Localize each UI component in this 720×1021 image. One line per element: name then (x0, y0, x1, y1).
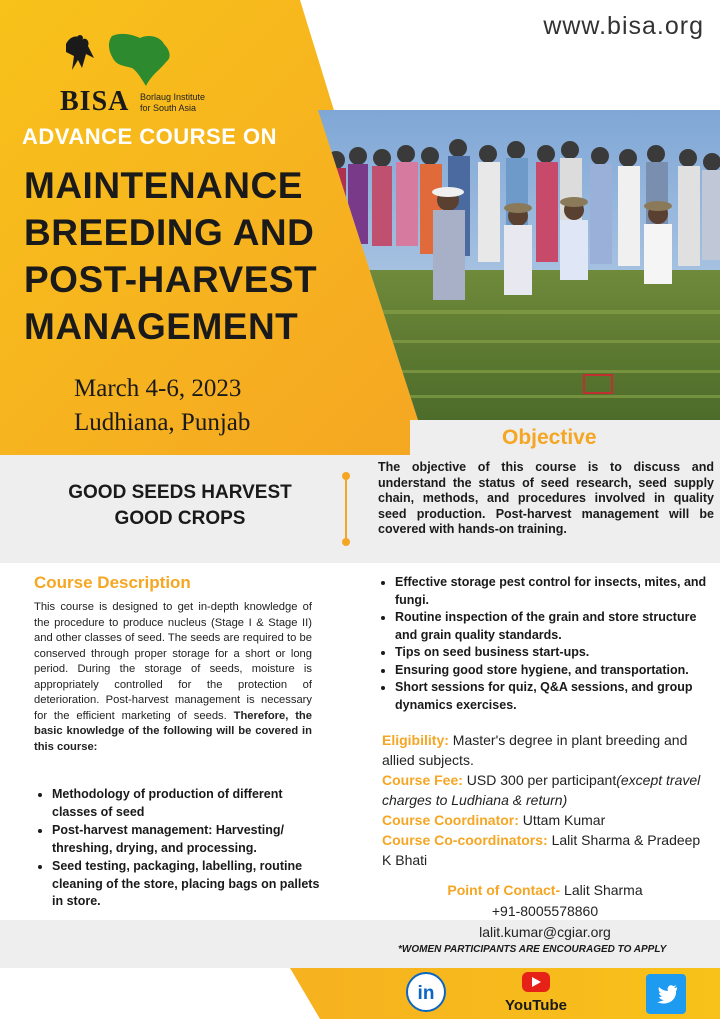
logo-subtitle-line1: Borlaug Institute (140, 92, 206, 102)
list-item: • Tips on seed business start-ups. (395, 644, 717, 662)
fee-note: (except travel charges to Ludhiana & return) (382, 772, 701, 808)
footer-white-angle (0, 968, 320, 1019)
contact-email[interactable]: lalit.kumar@cgiar.org (479, 924, 611, 940)
course-info (382, 730, 712, 870)
divider-line (345, 476, 347, 542)
list-item: • Short sessions for quiz, Q&A sessions, and group dynamics exercises. (395, 679, 717, 714)
eligibility-label: Eligibility: (382, 732, 449, 748)
course-kicker: ADVANCE COURSE ON (22, 124, 278, 149)
course-description-heading: Course Description (34, 573, 191, 592)
header-corner-accent (360, 0, 410, 40)
list-item: • Effective storage pest control for insects, mites, and fungi. (395, 574, 717, 609)
divider-dot-top (342, 472, 350, 480)
course-description-text: This course is designed to get in-depth knowledge of the procedure to produce nucleus (Stage I & Stage II) and other classes of seed. The seeds are required to be conserved through proper storage for a short or long period. During the storage of seeds, moisture is appropriately controlled for the protection of deterioration. Post-harvest management is necessary for the efficient marketing of seeds. (34, 601, 312, 722)
title-line-2: BREEDING AND (24, 212, 315, 253)
women-notice: *WOMEN PARTICIPANTS ARE ENCOURAGED TO APPLY (398, 944, 667, 955)
contact-name: Lalit Sharma (560, 882, 643, 898)
logo-subtitle-line2: for South Asia (140, 103, 197, 113)
list-item: • Post-harvest management: Harvesting/ threshing, drying, and processing. (52, 822, 324, 857)
list-item: • Methodology of production of different classes of seed (52, 786, 324, 821)
youtube-label: YouTube (505, 997, 567, 1014)
eligibility-value: Master's degree in plant breeding and allied subjects. (382, 732, 688, 768)
course-description (34, 600, 312, 755)
slogan-line-1: GOOD SEEDS HARVEST (68, 482, 292, 503)
course-cocoordinators (382, 830, 712, 870)
objective-heading: Objective (502, 426, 597, 449)
contact-phone[interactable]: +91-8005578860 (491, 903, 599, 919)
youtube-icon[interactable] (505, 972, 567, 1021)
twitter-icon[interactable] (646, 974, 686, 1019)
slogan-line-2: GOOD CROPS (114, 508, 246, 529)
logo-subtitle (140, 92, 205, 114)
event-date: March 4-6, 2023 (74, 375, 242, 402)
course-coordinator (382, 810, 712, 830)
objective-text: The objective of this course is to discuss and understand the status of seed research, seed supply chain, methods, and procedures involved in quality seed production. Post-harvest management will be covered with hands-on training. (378, 460, 714, 536)
coordinator-value: Uttam Kumar (518, 812, 606, 828)
website-link[interactable]: www.bisa.org (543, 12, 704, 40)
title-line-3: POST-HARVEST (24, 259, 318, 300)
divider-dot-bottom (342, 538, 350, 546)
course-items-list (34, 786, 324, 912)
fee-value: USD 300 per participant (462, 772, 617, 788)
course-title (24, 162, 317, 350)
title-line-4: MANAGEMENT (24, 306, 299, 347)
linkedin-icon[interactable] (406, 972, 446, 1017)
contact-person (380, 880, 710, 901)
linkedin-label: in (417, 983, 435, 1004)
course-fee (382, 770, 712, 810)
coordinator-label: Course Coordinator: (382, 812, 519, 828)
logo-acronym: BISA (60, 86, 130, 117)
cocoordinators-label: Course Co-coordinators: (382, 832, 548, 848)
list-item: • Ensuring good store hygiene, and transportation. (395, 662, 717, 680)
course-description-lead: Therefore, the basic knowledge of the following will be covered in this course: (34, 709, 312, 753)
contact-label: Point of Contact- (447, 882, 561, 898)
contact-block (380, 880, 710, 943)
event-details (74, 372, 250, 440)
title-line-1: MAINTENANCE (24, 165, 303, 206)
eligibility (382, 730, 712, 770)
topics-list (377, 574, 717, 714)
event-location: Ludhiana, Punjab (74, 409, 251, 436)
slogan (40, 480, 320, 532)
list-item: • Seed testing, packaging, labelling, routine cleaning of the store, placing bags on pallets in store. (52, 858, 324, 911)
fee-label: Course Fee: (382, 772, 463, 788)
list-item: • Routine inspection of the grain and store structure and grain quality standards. (395, 609, 717, 644)
cocoordinators-value: Lalit Sharma & Pradeep K Bhati (382, 832, 701, 868)
